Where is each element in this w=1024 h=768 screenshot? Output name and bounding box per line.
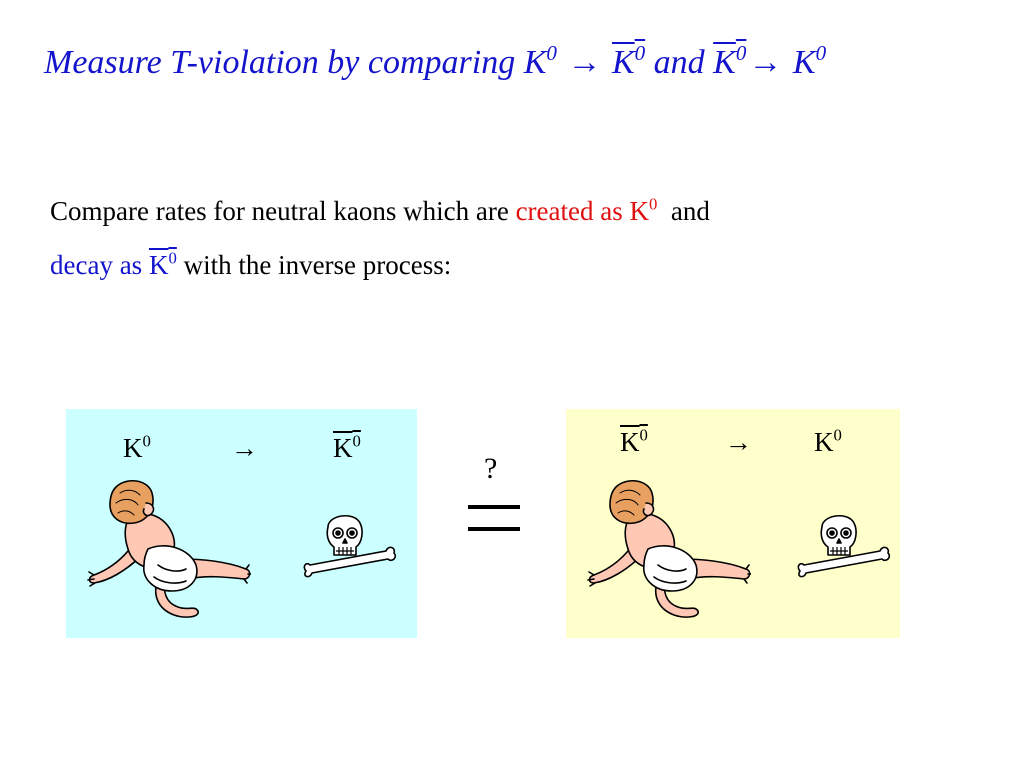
title-k0-b: $K^0$ bbox=[792, 40, 827, 81]
panel-k0-to-k0bar bbox=[66, 409, 417, 638]
panel-k0bar-to-k0 bbox=[566, 409, 900, 638]
paragraph-line-2 bbox=[50, 250, 451, 281]
panel-left-arrow: → bbox=[231, 433, 258, 463]
panel-right-to-k0: $K^0$ bbox=[814, 425, 842, 457]
skull-crossbones-icon bbox=[796, 511, 891, 586]
panel-right-arrow: → bbox=[725, 427, 752, 457]
paragraph-text-1: Compare rates for neutral kaons which are bbox=[50, 196, 509, 226]
title-k0bar-a: $K^0$ bbox=[611, 40, 646, 81]
title-arrow-2: → bbox=[748, 44, 783, 81]
paragraph-text-2: with the inverse process: bbox=[183, 250, 452, 280]
baby-icon bbox=[86, 479, 251, 619]
title-k0bar-b: $K^0$ bbox=[713, 40, 747, 81]
title-k0-a: $K^0$ bbox=[523, 40, 557, 81]
panel-left-to-k0bar: $K^0$ bbox=[333, 431, 361, 463]
decay-k0bar: $K^0$ bbox=[148, 248, 177, 280]
paragraph-and: and bbox=[670, 196, 710, 226]
slide-title bbox=[44, 40, 827, 82]
created-as-k0: created as $K^0$ bbox=[515, 194, 658, 226]
equals-icon bbox=[468, 503, 520, 533]
title-prefix: Measure T-violation by comparing bbox=[44, 44, 516, 81]
decay-as: decay as bbox=[50, 250, 143, 280]
panel-right-from-k0bar: $K^0$ bbox=[620, 425, 648, 457]
title-arrow-1: → bbox=[567, 44, 602, 81]
title-and: and bbox=[653, 44, 705, 81]
skull-crossbones-icon bbox=[302, 511, 397, 586]
panel-left-from-k0: $K^0$ bbox=[123, 431, 151, 463]
paragraph-line-1 bbox=[50, 196, 710, 227]
comparison-question-mark: ? bbox=[484, 452, 498, 485]
baby-icon bbox=[586, 479, 751, 619]
